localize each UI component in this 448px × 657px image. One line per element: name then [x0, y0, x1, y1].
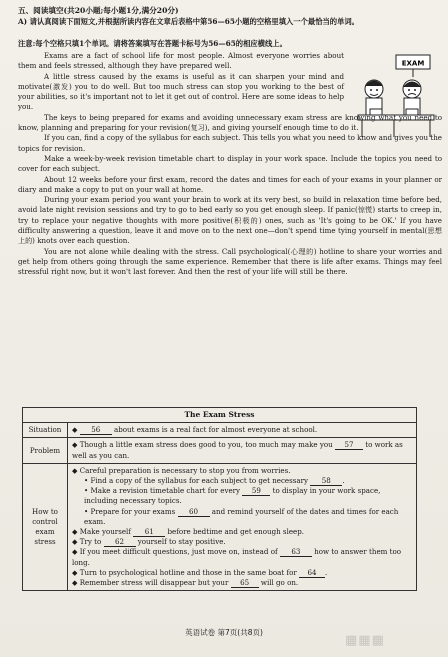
table-row-problem [23, 438, 417, 463]
exam-sign-text: EXAM [401, 59, 425, 68]
answer-blank-65[interactable]: 65 [231, 578, 259, 588]
row-label: How to control exam stress [23, 463, 68, 590]
answer-blank-59[interactable]: 59 [242, 486, 270, 496]
row-label: Situation [23, 423, 68, 438]
answer-blank-61[interactable]: 61 [133, 527, 165, 537]
table-row-how-to [23, 463, 417, 590]
page-footer: 英语试卷 第7页(共8页) [185, 628, 263, 637]
section-title: 五、阅读填空(共20小题;每小题1分,满分20分) [18, 6, 179, 15]
passage-paragraph: About 12 weeks before your first exam, record the dates and times for each of your exams in your planner or diary and make a copy to put on your wall at home. [18, 174, 442, 194]
row-label: Problem [23, 438, 68, 463]
reading-passage [18, 51, 442, 278]
answer-blank-62[interactable]: 62 [104, 537, 136, 547]
answer-blank-60[interactable]: 60 [178, 507, 210, 517]
answer-blank-56[interactable]: 56 [80, 425, 112, 435]
instruction: A) 请认真阅读下面短文,并根据所读内容在文章后表格中第56—65小题的空格里填入一个最恰当的单词。 [18, 17, 359, 26]
row-content: ◆ Though a little exam stress does good to you, too much may make you 57 to work as well as you can. [68, 438, 417, 463]
answer-blank-63[interactable]: 63 [280, 547, 312, 557]
row-content: ◆ 56 about exams is a real fact for almost everyone at school. [68, 423, 417, 438]
watermark: ▦▦▦ [345, 633, 385, 648]
passage-paragraph: Make a week-by-week revision timetable chart to display in your work space. Include the topics you need to cover for each subject. [18, 153, 442, 174]
passage-paragraph: Exams are a fact of school life for most people. Almost everyone worries about them and feels stressed, although they have prepared well. [18, 51, 344, 71]
passage-paragraph: You are not alone while dealing with the stress. Call psychological(心理的) hotline to share your worries and get help from others going through the same experience. Remember that there is life after exams. Things may feel stressful right now, but it won't last forever. And then the rest of your life will still be there. [18, 246, 442, 277]
passage-paragraph: If you can, find a copy of the syllabus for each subject. This tells you what you need to know and gives you the topics for revision. [18, 133, 442, 153]
table-title: The Exam Stress [23, 408, 417, 423]
exam-stress-table [22, 407, 417, 591]
answer-blank-58[interactable]: 58 [310, 476, 342, 486]
note: 注意:每个空格只填1个单词。请将答案填写在答题卡标号为56—65的相应横线上。 [18, 39, 287, 48]
passage-paragraph: A little stress caused by the exams is useful as it can sharpen your mind and motivate(激发) you to do well. But too much stress can stop you working to the best of your abilities, so it's important not to let it get out of control. Here are some ideas to help you. [18, 71, 344, 112]
passage-paragraph: During your exam period you want your brain to work at its very best, so build in relaxation time before bed, avoid late night revision sessions and try to go to bed early so you get enough sleep. If panic(惊慌) starts to creep in, try to replace your negative thoughts with more positive(积极的) ones, such as 'It's going to be OK.' If you have difficulty answering a question, leave it and move on to the next one—don't spend time tying yourself in mental(思想上的) knots over each question. [18, 195, 442, 246]
passage-paragraph: The keys to being prepared for exams and avoiding unnecessary exam stress are knowing what you need to know, planning and preparing for your revision(复习), and giving yourself enough time to do it. [18, 112, 442, 133]
table-row-situation [23, 423, 417, 438]
row-content: ◆ Careful preparation is necessary to stop you from worries. • Find a copy of the syllabus for each subject to get necessary 58 . • Make a revision timetable chart for every 59 to display in your work space, including necessary topics. • Prepare for your exams 60 and remind yourself of the dates and times for each exam. ◆ Make yourself 61 before bedtime and get enough sleep. ◆ Try to 62 yourself to stay positive. ◆ If you meet difficult questions, just move on, instead of 63 how to answer them too long. ◆ Turn to psychological hotline and those in the same boat for 64 . ◆ Remember stress will disappear but your 65 will go on. [68, 463, 417, 590]
answer-blank-64[interactable]: 64 [299, 568, 325, 578]
answer-blank-57[interactable]: 57 [335, 440, 363, 450]
